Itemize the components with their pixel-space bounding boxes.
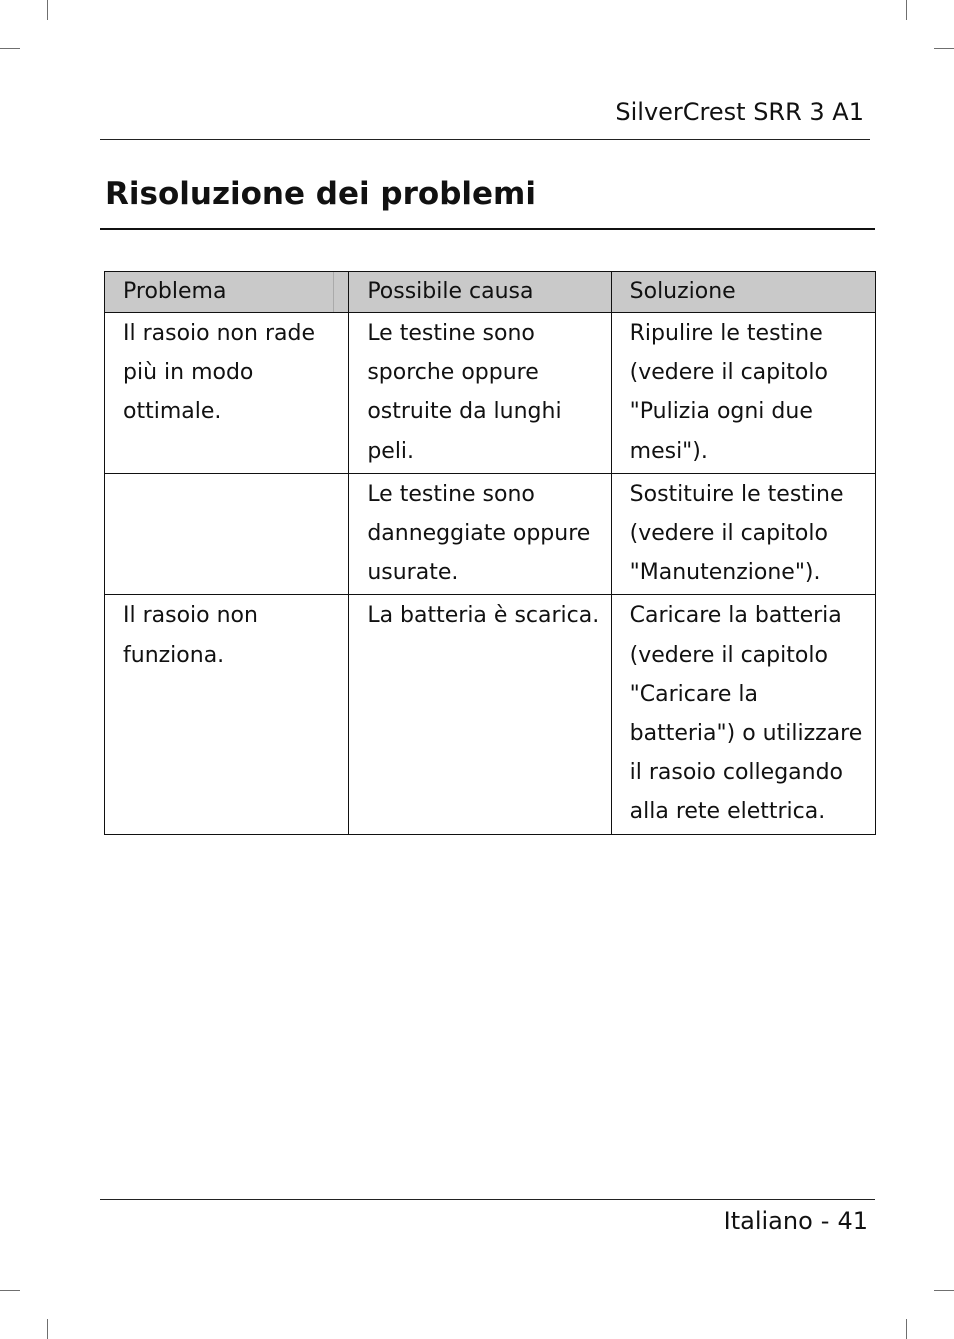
page-footer [724, 1207, 868, 1235]
page-title: Risoluzione dei problemi [105, 176, 536, 212]
crop-mark [47, 0, 48, 20]
column-header-solution: Soluzione [611, 272, 875, 313]
table-row [105, 595, 876, 834]
column-header-problem [105, 272, 349, 313]
column-header-cause: Possibile causa [349, 272, 611, 313]
crop-mark [0, 48, 20, 49]
troubleshooting-table [104, 271, 876, 835]
page-number: 41 [837, 1207, 868, 1235]
problem-cell [105, 473, 349, 595]
cause-cell: Le testine sono danneggiate oppure usurate. [349, 473, 611, 595]
column-header-label: Problema [123, 279, 227, 304]
table-row [105, 473, 876, 595]
crop-mark [906, 1319, 907, 1339]
crop-mark [934, 48, 954, 49]
crop-mark [934, 1290, 954, 1291]
cause-cell: Le testine sono sporche oppure ostruite da lunghi peli. [349, 313, 611, 474]
table-row [105, 313, 876, 474]
table-header-row [105, 272, 876, 313]
cause-cell: La batteria è scarica. [349, 595, 611, 834]
footer-separator: - [820, 1207, 830, 1235]
title-underline [100, 228, 875, 230]
crop-mark [0, 1290, 20, 1291]
problem-cell: Il rasoio non rade più in modo ottimale. [105, 313, 349, 474]
footer-language: Italiano [723, 1207, 813, 1235]
crop-mark [906, 0, 907, 20]
running-header: SilverCrest SRR 3 A1 [615, 98, 864, 126]
header-divider [100, 139, 870, 140]
solution-cell: Sostituire le testine (vedere il capitolo "Manutenzione"). [611, 473, 875, 595]
footer-divider [100, 1199, 875, 1200]
header-shading-line [333, 272, 334, 312]
problem-cell: Il rasoio non funziona. [105, 595, 349, 834]
solution-cell: Caricare la batteria (vedere il capitolo "Caricare la batteria") o utilizzare il rasoio collegando alla rete elettrica. [611, 595, 875, 834]
crop-mark [47, 1319, 48, 1339]
solution-cell: Ripulire le testine (vedere il capitolo "Pulizia ogni due mesi"). [611, 313, 875, 474]
